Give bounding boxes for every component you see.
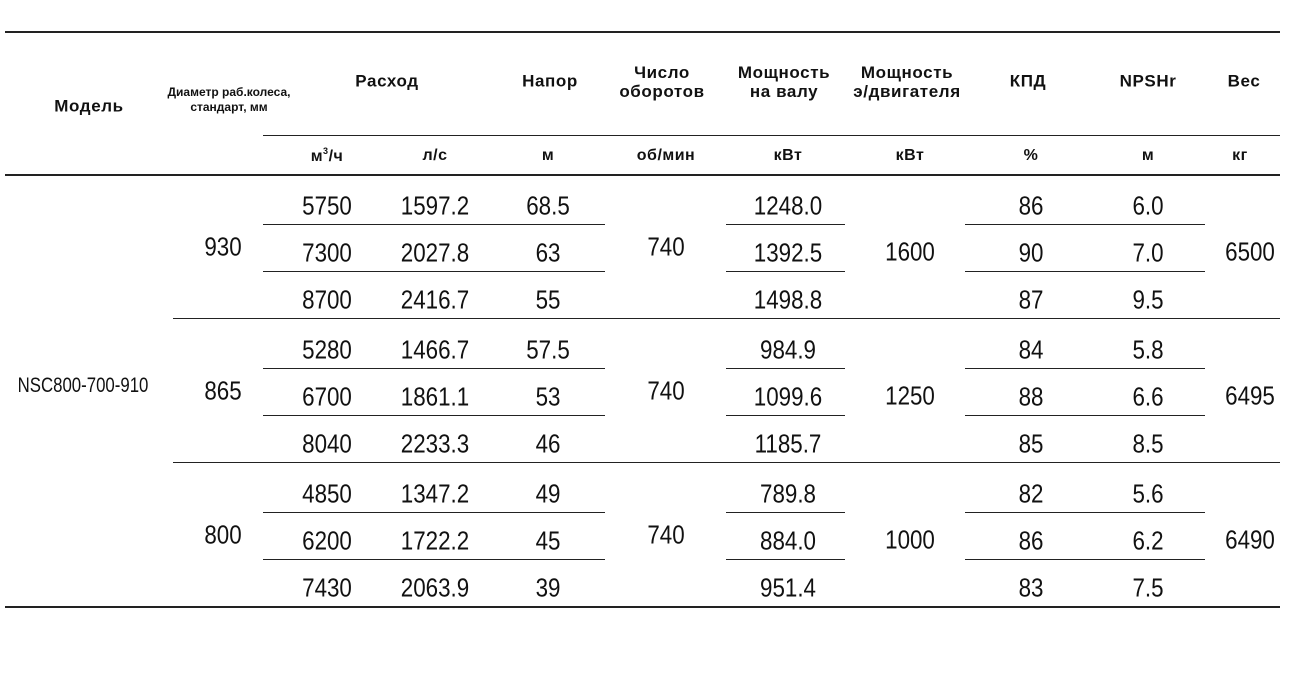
cell-speed: 740 bbox=[647, 231, 685, 262]
units-divider bbox=[263, 135, 1280, 136]
row-divider bbox=[965, 559, 1205, 560]
cell-efficiency: 86 bbox=[1018, 525, 1044, 556]
header-motor-power-line: э/двигателя bbox=[853, 82, 961, 101]
cell-efficiency: 82 bbox=[1018, 478, 1044, 509]
cell-npshr: 8.5 bbox=[1132, 428, 1164, 459]
row-divider bbox=[726, 415, 845, 416]
cell-weight: 6490 bbox=[1225, 524, 1275, 555]
cell-head: 46 bbox=[535, 428, 561, 459]
cell-efficiency: 84 bbox=[1018, 334, 1044, 365]
unit-efficiency: % bbox=[1023, 147, 1039, 164]
cell-flow-m3h: 6200 bbox=[302, 525, 352, 556]
cell-weight: 6495 bbox=[1225, 380, 1275, 411]
header-flow: Расход bbox=[355, 71, 419, 91]
row-divider bbox=[263, 271, 605, 272]
row-divider bbox=[965, 271, 1205, 272]
unit-weight: кг bbox=[1232, 147, 1248, 164]
row-divider bbox=[965, 512, 1205, 513]
header-weight: Вес bbox=[1227, 71, 1261, 91]
header-motor-power-line: Мощность bbox=[860, 63, 954, 82]
cell-flow-ls: 2416.7 bbox=[400, 284, 470, 315]
cell-npshr: 5.8 bbox=[1132, 334, 1164, 365]
cell-shaft-power: 1392.5 bbox=[753, 237, 823, 268]
row-divider bbox=[726, 368, 845, 369]
cell-diameter: 865 bbox=[204, 375, 242, 406]
cell-shaft-power: 1099.6 bbox=[753, 381, 823, 412]
cell-npshr: 7.0 bbox=[1132, 237, 1164, 268]
header-head: Напор bbox=[522, 71, 578, 91]
unit-npshr: м bbox=[1141, 147, 1155, 164]
cell-efficiency: 88 bbox=[1018, 381, 1044, 412]
unit-head: м bbox=[541, 147, 555, 164]
cell-flow-m3h: 8700 bbox=[302, 284, 352, 315]
cell-head: 45 bbox=[535, 525, 561, 556]
unit-flow-m3h-part: /ч bbox=[328, 148, 344, 165]
cell-flow-m3h: 5750 bbox=[302, 190, 352, 221]
cell-shaft-power: 1185.7 bbox=[754, 428, 822, 459]
row-divider bbox=[726, 224, 845, 225]
cell-flow-ls: 2063.9 bbox=[400, 572, 470, 603]
header-diameter-line: Диаметр раб.колеса, bbox=[167, 85, 291, 99]
cell-flow-ls: 1347.2 bbox=[400, 478, 470, 509]
unit-flow-m3h-part: м bbox=[310, 148, 324, 165]
cell-flow-m3h: 6700 bbox=[302, 381, 352, 412]
cell-npshr: 9.5 bbox=[1132, 284, 1164, 315]
cell-diameter: 800 bbox=[204, 519, 242, 550]
group-divider bbox=[173, 462, 1280, 463]
unit-flow-m3h-part: 3 bbox=[323, 146, 329, 156]
row-divider bbox=[965, 224, 1205, 225]
row-divider bbox=[263, 368, 605, 369]
row-divider bbox=[726, 271, 845, 272]
cell-shaft-power: 984.9 bbox=[760, 334, 816, 365]
row-divider bbox=[263, 559, 605, 560]
cell-shaft-power: 884.0 bbox=[760, 525, 816, 556]
header-efficiency: КПД bbox=[1009, 71, 1047, 91]
unit-speed: об/мин bbox=[636, 147, 696, 164]
header-shaft-power bbox=[738, 63, 830, 101]
cell-head: 63 bbox=[535, 237, 561, 268]
cell-flow-ls: 2027.8 bbox=[400, 237, 470, 268]
cell-efficiency: 90 bbox=[1018, 237, 1044, 268]
cell-head: 53 bbox=[535, 381, 561, 412]
cell-head: 57.5 bbox=[526, 334, 570, 365]
row-divider bbox=[726, 512, 845, 513]
model-name: NSC800-700-910 bbox=[17, 374, 149, 397]
cell-motor-power: 1250 bbox=[885, 380, 935, 411]
cell-shaft-power: 1248.0 bbox=[753, 190, 823, 221]
cell-efficiency: 85 bbox=[1018, 428, 1044, 459]
cell-efficiency: 83 bbox=[1018, 572, 1044, 603]
header-motor-power bbox=[853, 63, 960, 101]
header-speed bbox=[619, 63, 704, 101]
row-divider bbox=[965, 368, 1205, 369]
cell-flow-ls: 1861.1 bbox=[400, 381, 470, 412]
header-model: Модель bbox=[54, 96, 124, 116]
header-speed-line: оборотов bbox=[619, 82, 705, 101]
cell-motor-power: 1600 bbox=[885, 236, 935, 267]
cell-npshr: 6.0 bbox=[1132, 190, 1164, 221]
cell-head: 39 bbox=[535, 572, 561, 603]
cell-flow-m3h: 7430 bbox=[302, 572, 352, 603]
group-divider bbox=[173, 318, 1280, 319]
cell-efficiency: 86 bbox=[1018, 190, 1044, 221]
header-diameter bbox=[168, 85, 291, 115]
unit-flow-ls: л/с bbox=[422, 147, 448, 164]
cell-efficiency: 87 bbox=[1018, 284, 1044, 315]
cell-flow-ls: 2233.3 bbox=[400, 428, 470, 459]
cell-npshr: 7.5 bbox=[1132, 572, 1164, 603]
row-divider bbox=[726, 559, 845, 560]
cell-speed: 740 bbox=[647, 519, 685, 550]
cell-npshr: 6.2 bbox=[1132, 525, 1164, 556]
header-speed-line: Число bbox=[634, 63, 690, 82]
row-divider bbox=[263, 415, 605, 416]
row-divider bbox=[263, 224, 605, 225]
cell-flow-ls: 1466.7 bbox=[400, 334, 470, 365]
table-top-rule bbox=[5, 31, 1280, 33]
cell-shaft-power: 1498.8 bbox=[753, 284, 823, 315]
cell-motor-power: 1000 bbox=[885, 524, 935, 555]
cell-flow-m3h: 5280 bbox=[302, 334, 352, 365]
cell-flow-m3h: 7300 bbox=[302, 237, 352, 268]
header-shaft-power-line: Мощность bbox=[737, 63, 831, 82]
cell-speed: 740 bbox=[647, 375, 685, 406]
cell-weight: 6500 bbox=[1225, 236, 1275, 267]
row-divider bbox=[263, 512, 605, 513]
header-npshr: NPSHr bbox=[1119, 71, 1177, 91]
cell-flow-ls: 1597.2 bbox=[400, 190, 470, 221]
cell-flow-m3h: 8040 bbox=[302, 428, 352, 459]
cell-head: 68.5 bbox=[526, 190, 570, 221]
cell-npshr: 6.6 bbox=[1132, 381, 1164, 412]
header-diameter-line: стандарт, мм bbox=[190, 100, 268, 114]
unit-motor-power: кВт bbox=[895, 147, 925, 164]
cell-flow-m3h: 4850 bbox=[302, 478, 352, 509]
unit-flow-m3h bbox=[311, 146, 344, 166]
row-divider bbox=[965, 415, 1205, 416]
cell-head: 49 bbox=[535, 478, 561, 509]
table-bottom-rule bbox=[5, 606, 1280, 608]
cell-npshr: 5.6 bbox=[1132, 478, 1164, 509]
cell-diameter: 930 bbox=[204, 231, 242, 262]
header-shaft-power-line: на валу bbox=[749, 82, 819, 101]
cell-head: 55 bbox=[535, 284, 561, 315]
header-bottom-rule bbox=[5, 174, 1280, 176]
cell-shaft-power: 951.4 bbox=[760, 572, 816, 603]
cell-shaft-power: 789.8 bbox=[760, 478, 816, 509]
cell-flow-ls: 1722.2 bbox=[400, 525, 470, 556]
unit-shaft-power: кВт bbox=[773, 147, 803, 164]
